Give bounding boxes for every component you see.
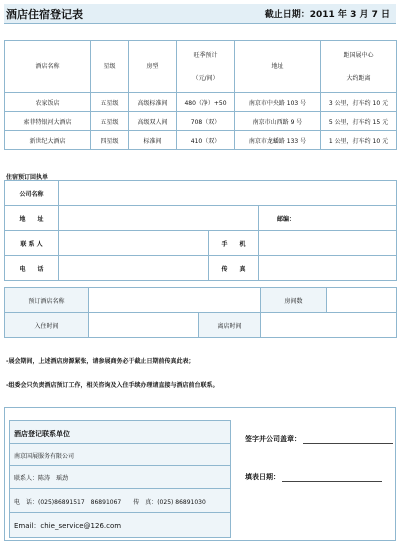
postcode-label: 邮编： <box>277 215 296 223</box>
booking-form <box>4 287 397 338</box>
phone-label: 电 话 <box>5 256 59 281</box>
address-field[interactable] <box>59 206 259 231</box>
col-address: 地址 <box>235 41 321 93</box>
contact-person: 联系人：陈涛 瑶劲 <box>14 475 69 482</box>
checkin-field[interactable] <box>89 313 199 338</box>
contact-panel <box>9 420 231 538</box>
table-row: 农家饭店 五星级 高级标准间 480（净）+50 南京市中央路 103 号 3 公里，打车约 10 元 <box>5 93 397 112</box>
table-row: 新世纪大酒店 四星级 标准间 410（双） 南京市龙蟠路 133 号 1 公里，打车约 10 元 <box>5 131 397 150</box>
form-header <box>4 4 396 24</box>
col-distance: 距国展中心 大约距离 <box>321 41 397 93</box>
col-star: 星级 <box>91 41 129 93</box>
checkin-label: 入住时间 <box>5 313 89 338</box>
stamp-field[interactable]: 签字并公司盖章： <box>245 434 393 444</box>
address-label: 地 址 <box>5 206 59 231</box>
fax-label: 传 真 <box>209 256 259 281</box>
table-row: 索菲特银河大酒店 五星级 高级双人间 708（双） 南京市山西路 9 号 5 公里，打车约 15 元 <box>5 112 397 131</box>
hotels-table <box>4 40 397 150</box>
date-field[interactable]: 填表日期： <box>245 472 382 482</box>
section-label: 住宿预订回执单 <box>6 174 49 181</box>
deadline: 截止日期：2011 年 3 月 7 日 <box>264 10 390 20</box>
phone-field[interactable] <box>59 256 209 281</box>
contact-panel-title: 酒店登记联系单位 <box>14 430 70 438</box>
fax-field[interactable] <box>259 256 397 281</box>
postcode-field[interactable] <box>259 206 397 231</box>
mobile-label: 手 机 <box>209 231 259 256</box>
mobile-field[interactable] <box>259 231 397 256</box>
col-price: 旺季预计 （元/间） <box>177 41 235 93</box>
company-field[interactable] <box>59 181 397 206</box>
contact-phone: 电 话：(025)86891517 86891067 传 真：(025) 86891030 <box>14 499 206 506</box>
col-room-type: 房型 <box>129 41 177 93</box>
note-deadline: -展会期间，上述酒店房源紧张，请参展商务必于截止日期前传真此表； <box>6 358 195 365</box>
room-count-field[interactable] <box>327 288 397 313</box>
checkout-field[interactable] <box>261 313 397 338</box>
page-title: 酒店住宿登记表 <box>6 8 83 21</box>
col-hotel-name: 酒店名称 <box>5 41 91 93</box>
room-count-label: 房间数 <box>261 288 327 313</box>
checkout-label: 离店时间 <box>199 313 261 338</box>
contact-company: 南京国展服务有限公司 <box>14 453 75 460</box>
contact-signature-box <box>4 407 396 541</box>
table-header-row <box>5 41 397 93</box>
contact-person-field[interactable] <box>59 231 209 256</box>
contact-form <box>4 180 397 281</box>
note-booking: -组委会只负责酒店预订工作，相关咨询及入住手续办理请直接与酒店前台联系。 <box>6 382 219 389</box>
hotel-name-label: 预订酒店名称 <box>5 288 89 313</box>
contact-email: Email：chie_service@126.com <box>14 522 122 530</box>
hotel-name-field[interactable] <box>89 288 261 313</box>
company-label: 公司名称 <box>5 181 59 206</box>
contact-person-label: 联 系 人 <box>5 231 59 256</box>
